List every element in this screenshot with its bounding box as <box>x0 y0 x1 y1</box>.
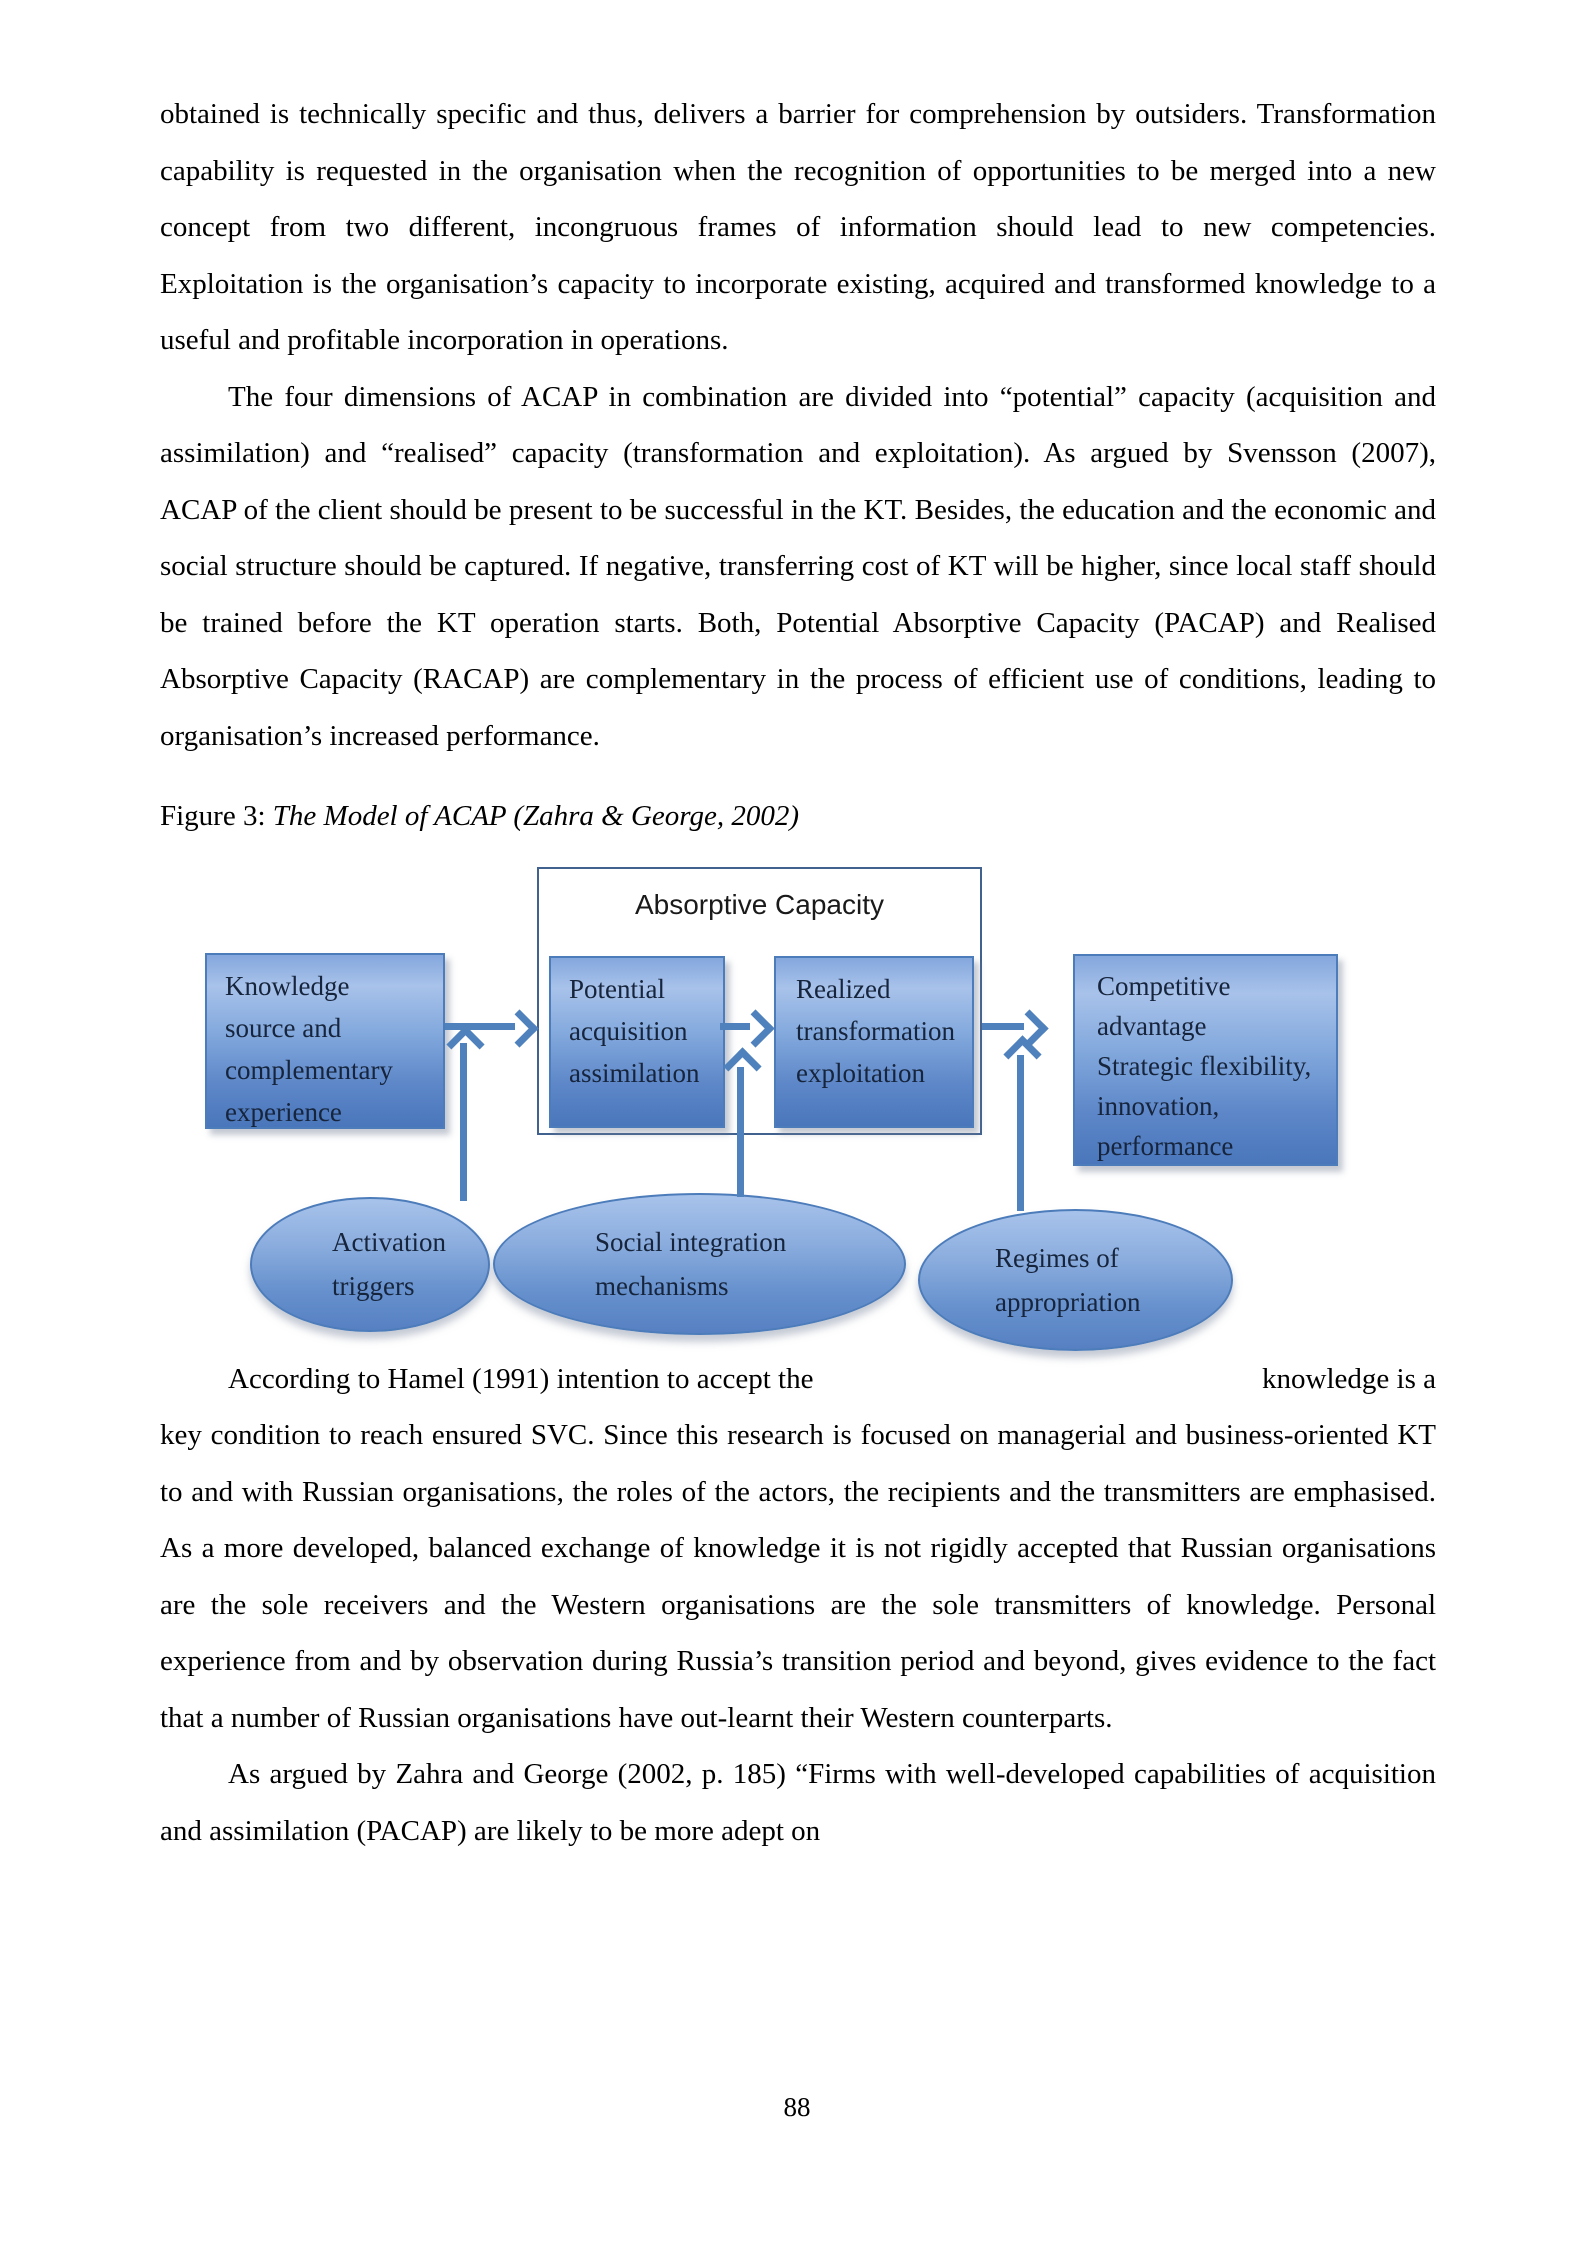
box-text-line: Realized <box>796 973 891 1004</box>
absorptive-capacity-title: Absorptive Capacity <box>634 888 884 920</box>
paragraph-3-rest: key condition to reach ensured SVC. Since this research is focused on managerial and business-oriented KT to and with Russian organisations, the roles of the actors, the recipients and the transmitters are emphasised. As a more developed, balanced exchange of knowledge it is not rigidly accepted that Russian organisations are the sole receivers and the Western organisations are the sole transmitters of knowledge. Personal experience from and by observation during Russia’s transition period and beyond, gives evidence to the fact that a number of Russian organisations have out-learnt their Western counterparts. <box>160 1419 1436 1734</box>
figure-caption-label: Figure 3: <box>160 800 273 832</box>
ellipse-text-line: Regimes of <box>995 1242 1119 1273</box>
arrow-social-up <box>737 1067 744 1197</box>
box-text-line: source and <box>225 1012 342 1043</box>
text-column <box>160 86 1436 1859</box>
paragraph-3-left: According to Hamel (1991) intention to accept the <box>228 1362 814 1395</box>
paragraph-3-right: knowledge is a <box>1262 1362 1436 1395</box>
arrowhead-right-icon <box>500 1009 538 1047</box>
ellipse-text-line: appropriation <box>995 1286 1141 1317</box>
box-text-line: performance <box>1097 1130 1234 1161</box>
ellipse-text-line: mechanisms <box>595 1270 729 1301</box>
paragraph-2: The four dimensions of ACAP in combination are divided into “potential” capacity (acquisition and assimilation) and “realised” capacity (transformation and exploitation). As argued by Svensson (2007), ACAP of the client should be present to be successful in the KT. Besides, the education and the economic and social structure should be captured. If negative, transferring cost of KT will be higher, since local staff should be trained before the KT operation starts. Both, Potential Absorptive Capacity (PACAP) and Realised Absorptive Capacity (RACAP) are complementary in the process of efficient use of conditions, leading to organisation’s increased performance. <box>160 380 1436 752</box>
paragraph-3-first-line <box>160 1351 1436 1408</box>
paragraph-1: obtained is technically specific and thus, delivers a barrier for comprehension by outsiders. Transformation capability is requested in the organisation when the recognition of opportunities to be merged into a new concept from two different, incongruous frames of information should lead to new competencies. Exploitation is the organisation’s capacity to incorporate existing, acquired and transformed knowledge to a useful and profitable incorporation in operations. <box>160 98 1436 356</box>
social-integration-ellipse <box>493 1193 906 1335</box>
acap-model-figure <box>160 853 1436 1351</box>
knowledge-source-box <box>205 953 445 1129</box>
activation-triggers-ellipse <box>250 1197 490 1332</box>
box-text-line: Potential <box>569 973 665 1004</box>
box-text-line: assimilation <box>569 1057 700 1088</box>
page-number: 88 <box>783 2092 811 2122</box>
figure-caption-title: The Model of ACAP (Zahra & George, 2002) <box>272 800 800 832</box>
box-text-line: advantage <box>1097 1010 1207 1041</box>
arrowhead-up-icon <box>446 1025 484 1063</box>
arrow-activation-up <box>460 1043 467 1201</box>
ellipse-text-line: Social integration <box>595 1226 787 1257</box>
box-text-line: innovation, <box>1097 1090 1220 1121</box>
box-text-line: Knowledge <box>225 970 350 1001</box>
box-text-line: transformation <box>796 1015 955 1046</box>
box-text-line: acquisition <box>569 1015 688 1046</box>
realized-capacity-box <box>774 956 974 1128</box>
competitive-advantage-box <box>1073 954 1338 1166</box>
box-text-line: complementary <box>225 1054 393 1085</box>
box-text-line: experience <box>225 1096 342 1127</box>
figure-caption <box>160 788 1436 845</box>
ellipse-text-line: Activation <box>332 1227 446 1257</box>
ellipse-text-line: triggers <box>332 1271 415 1301</box>
arrow-regimes-up <box>1017 1055 1024 1211</box>
box-text-line: Competitive <box>1097 970 1231 1001</box>
box-text-line: Strategic flexibility, <box>1097 1050 1312 1081</box>
paragraph-4: As argued by Zahra and George (2002, p. 185) “Firms with well-developed capabilities of acquisition and assimilation (PACAP) are likely to be more adept on <box>160 1758 1436 1847</box>
potential-capacity-box <box>549 956 725 1128</box>
box-text-line: exploitation <box>796 1057 925 1088</box>
regimes-appropriation-ellipse <box>918 1209 1233 1351</box>
